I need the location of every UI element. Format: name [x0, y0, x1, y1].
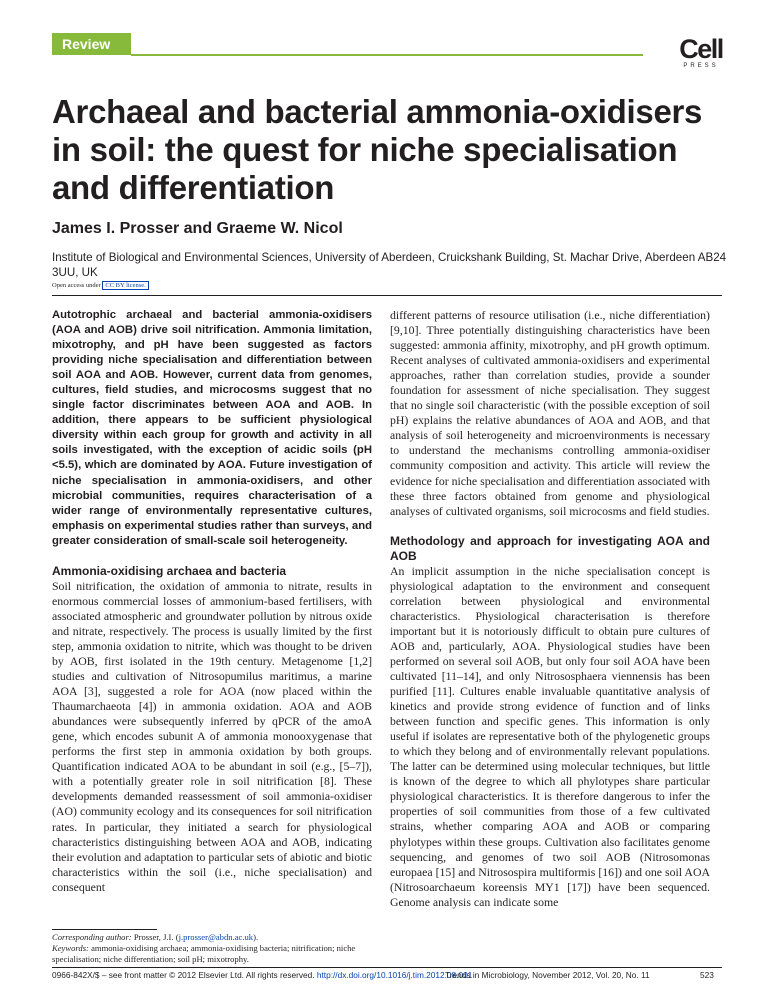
- logo-press: PRESS: [683, 63, 719, 69]
- journal-citation: Trends in Microbiology, November 2012, Vol. 20, No. 11: [445, 970, 650, 980]
- author-affiliation: Institute of Biological and Environmental Sciences, University of Aberdeen, Cruickshank Building, St. Machar Drive, Aberdeen AB24 3UU, UK: [52, 251, 727, 279]
- doi-link[interactable]: http://dx.doi.org/10.1016/j.tim.2012.08.001: [316, 970, 473, 980]
- corresponding-author-label: Corresponding author:: [52, 932, 132, 942]
- footnote-divider: [52, 929, 157, 930]
- corresponding-author-text: Prosser, J.I. (: [133, 932, 179, 942]
- corresponding-author-note: [52, 932, 372, 943]
- open-access-note: [52, 282, 149, 289]
- title-divider: [52, 295, 722, 296]
- section-heading-ammonia-oxidising: Ammonia-oxidising archaea and bacteria: [52, 563, 287, 578]
- keywords-text: ammonia-oxidising archaea; ammonia-oxidising bacteria; nitrification; niche specialisation; niche differentiation; soil pH; mixotrophy.: [52, 943, 356, 964]
- body-paragraph: An implicit assumption in the niche specialisation concept is physiological adaptation to the environment and consequent correlation between physiological and environmental characteristics. Physiological characterisation is therefore important but it is notoriously difficult to obtain pure cultures of AOB and, particularly, AOA. Physiological studies have been performed on several soil AOB, but only four soil AOA have been cultivated [11–14], and only Nitrososphaera viennensis has been purified [11]. Cultures enable invaluable quantitative analysis of kinetics and provide strong evidence of function and of links between function and specific genes. This information is only useful if isolates are representative both of the phylogenetic groups to which they belong and of environmentally relevant populations. The latter can be determined using molecular techniques, but little is known of the degree to which all phylotypes share particular physiological characteristics. It is therefore dangerous to infer the properties of soil communities from those of a few cultivated strains, whether comparing AOA and AOB or comparing phylotypes within these groups. Cultivation also facilitates genome sequencing, and genomes of two soil AOB (Nitrosomonas europaea [15] and Nitrosospira multiformis [16]) and one soil AOA (Nitrosoarchaeum koreensis MY1 [17]) have been sequenced. Genome analysis can indicate some: [390, 563, 710, 909]
- author-email-link[interactable]: j.prosser@abdn.ac.uk: [178, 932, 254, 942]
- footer-divider: [52, 967, 722, 968]
- cell-press-logo: [676, 36, 726, 70]
- issn-copyright: 0966-842X/$ – see front matter © 2012 Elsevier Ltd. All rights reserved.: [52, 970, 315, 980]
- section-heading-methodology: Methodology and approach for investigating AOA and AOB: [390, 533, 710, 563]
- corresponding-author-close: ).: [253, 932, 259, 942]
- logo-word: Cell: [679, 34, 723, 64]
- section-label-badge: Review: [52, 33, 131, 55]
- page-number: 523: [700, 970, 714, 980]
- body-paragraph: Soil nitrification, the oxidation of ammonia to nitrate, results in enormous commercial losses of ammonium-based fertilisers, with associated atmospheric and groundwater pollution by nitrous oxide and nitrate, respectively. The process is usually limited by the first step, ammonia oxidation to nitrite, which was thought to be driven by AOB, first isolated in the 19th century. Metagenome [1,2] studies and cultivation of Nitrosopumilus maritimus, a marine AOA [3], suggested a role for AOA (now placed within the Thaumarchaeota [4]) in ammonia oxidation. AOA and AOB abundances were subsequently inferred by qPCR of the amoA gene, which encodes subunit A of ammonia monooxygenase that performs the first step in ammonia oxidation by both groups. Quantification indicated AOA to be abundant in soil (e.g., [5–7]), with a potentially greater role in soil nitrification [8]. These developments demanded reassessment of soil ammonia-oxidiser (AO) community ecology and its consequences for soil nitrification rates. In particular, they initiated a search for physiological characteristics distinguishing between AOA and AOB, indicating their evolution and adaptation to particular sets of abiotic and biotic characteristics within the soil (i.e., niche specialisation) and consequent: [52, 578, 372, 894]
- left-column: [52, 308, 372, 895]
- keywords-note: [52, 943, 372, 965]
- body-paragraph: different patterns of resource utilisation (i.e., niche differentiation) [9,10]. Three potentially distinguishing characteristics have been suggested: ammonia affinity, mixotrophy, and pH growth optimum. Recent analyses of cultivated ammonia-oxidisers and experimental approaches, rather than correlation studies, provide a sounder foundation for assessment of niche specialisation. They suggest that no single soil characteristic (with the possible exception of soil pH) explains the relative abundances of AOA and AOB, and that analysis of soil heterogeneity and microenvironments is necessary to understand the mechanisms controlling ammonia-oxidiser community composition and activity. This article will review the evidence for niche specialisation and differentiation associated with these three factors obtained from genome and physiological analyses of cultivated organisms, soil microcosms and field studies.: [390, 308, 710, 518]
- article-authors: James I. Prosser and Graeme W. Nicol: [52, 220, 343, 237]
- open-access-prefix: Open access under: [52, 282, 101, 289]
- keywords-label: Keywords:: [52, 943, 89, 953]
- right-column: [390, 308, 710, 910]
- footer-copyright: [52, 970, 472, 980]
- article-title: Archaeal and bacterial ammonia-oxidisers in soil: the quest for niche specialisation and differentiation: [52, 93, 703, 206]
- cc-by-license-link[interactable]: CC BY license.: [102, 281, 148, 290]
- header-rule: [131, 54, 643, 56]
- footnotes: [52, 932, 372, 965]
- abstract: Autotrophic archaeal and bacterial ammonia-oxidisers (AOA and AOB) drive soil nitrification. Ammonia limitation, mixotrophy, and pH have been suggested as factors providing niche specialisation and differentiation between soil AOA and AOB. However, current data from genomes, cultures, field studies, and microcosms suggest that no single factor discriminates between AOA and AOB. In addition, there appears to be sufficient physiological diversity within each group for growth and activity in all soils investigated, with the exception of acidic soils (pH <5.5), which are dominated by AOA. Future investigation of niche specialisation in ammonia-oxidisers, and other microbial communities, requires characterisation of a wider range of environmentally representative cultures, emphasis on experimental studies rather than surveys, and greater consideration of small-scale soil heterogeneity.: [52, 309, 372, 547]
